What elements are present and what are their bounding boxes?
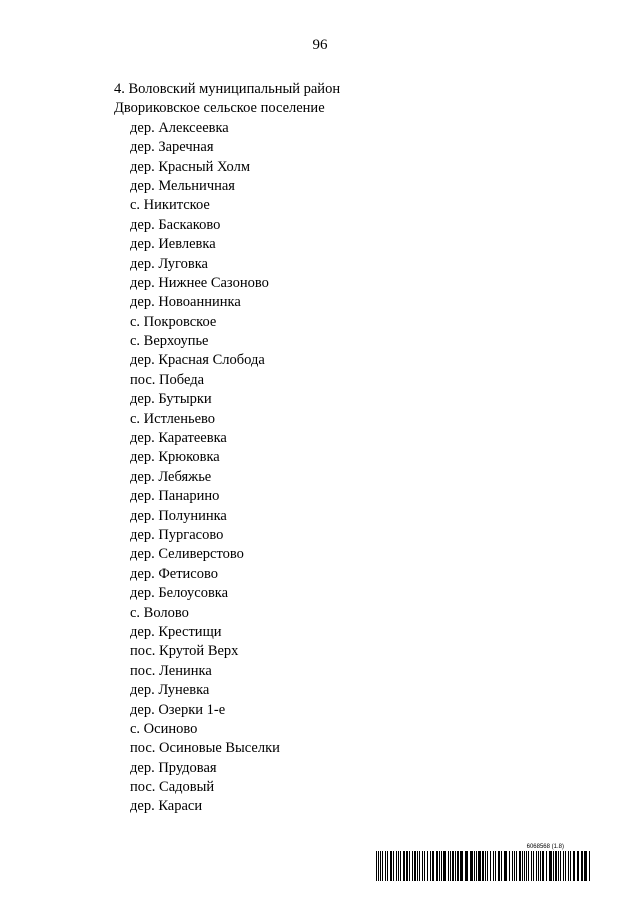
barcode-bar (509, 851, 510, 881)
settlement-list (114, 119, 594, 817)
list-item: дер. Панарино (130, 488, 220, 505)
barcode-bar (422, 851, 423, 881)
barcode-bar (495, 851, 496, 881)
list-item: пос. Крутой Верх (130, 643, 239, 660)
list-item: дер. Нижнее Сазоново (130, 274, 269, 291)
barcode-bar (555, 851, 557, 881)
list-item: дер. Селиверстово (130, 546, 244, 563)
barcode-bar (427, 851, 428, 881)
barcode-bar (546, 851, 547, 881)
list-item: дер. Белоусовка (130, 585, 229, 602)
barcode-bar (563, 851, 564, 881)
barcode-bar (570, 851, 571, 881)
barcode-bar (460, 851, 463, 881)
barcode-bar (387, 851, 388, 881)
barcode-bar (516, 851, 517, 881)
list-item: дер. Мельничная (130, 177, 235, 194)
barcode-bar (490, 851, 491, 881)
barcode-bar (526, 851, 527, 881)
district-heading: 4. Воловский муниципальный район (114, 81, 341, 97)
list-item: с. Волово (130, 604, 189, 621)
list-item: дер. Караси (130, 798, 203, 815)
barcode-bar (512, 851, 513, 881)
barcode-bar (536, 851, 537, 881)
list-item: дер. Полунинка (130, 507, 227, 524)
list-item: дер. Луговка (130, 255, 208, 272)
list-item: с. Осиново (130, 720, 198, 737)
barcode-bar (553, 851, 554, 881)
list-item: дер. Прудовая (130, 759, 217, 776)
barcode-bar (398, 851, 399, 881)
barcode-bar (470, 851, 473, 881)
barcode-bar (443, 851, 446, 881)
barcode-bar (406, 851, 408, 881)
barcode-bar (430, 851, 431, 881)
list-item: с. Верхоупье (130, 333, 209, 350)
list-item: дер. Лебяжье (130, 468, 212, 485)
barcode-bar (457, 851, 459, 881)
barcode-bar (417, 851, 418, 881)
barcode-bar (542, 851, 544, 881)
list-item: пос. Садовый (130, 779, 215, 796)
barcode-bar (577, 851, 579, 881)
barcode-bar (581, 851, 583, 881)
document-body (114, 80, 594, 817)
list-item: дер. Заречная (130, 139, 214, 156)
barcode-bar (376, 851, 377, 881)
list-item: дер. Алексеевка (130, 119, 229, 136)
barcode-bar (455, 851, 456, 881)
barcode-bar (412, 851, 413, 881)
barcode-bar (501, 851, 502, 881)
barcode-bar (573, 851, 575, 881)
barcode-bar (409, 851, 410, 881)
list-item: с. Никитское (130, 197, 210, 214)
list-item: дер. Новоаннинка (130, 294, 241, 311)
barcode-bar (450, 851, 451, 881)
barcode-bar (448, 851, 449, 881)
barcode-bar (441, 851, 442, 881)
barcode-bar (568, 851, 569, 881)
barcode-bar (400, 851, 401, 881)
list-item: дер. Каратеевка (130, 430, 227, 447)
list-item: пос. Ленинка (130, 662, 212, 679)
barcode-bar (485, 851, 486, 881)
barcode-bar (528, 851, 529, 881)
barcode-bar (474, 851, 475, 881)
barcode-bar (565, 851, 566, 881)
barcode-label: 6068568 (1.8) (526, 844, 564, 850)
barcode-bar (584, 851, 587, 881)
barcode-bar (498, 851, 500, 881)
barcode-bar (519, 851, 521, 881)
list-item: дер. Крюковка (130, 449, 220, 466)
list-item: дер. Бутырки (130, 391, 212, 408)
page-number: 96 (312, 37, 328, 53)
barcode-bar (452, 851, 454, 881)
barcode-bar (533, 851, 534, 881)
barcode-bar (522, 851, 523, 881)
list-item: дер. Красный Холм (130, 158, 251, 175)
list-item: дер. Красная Слобода (130, 352, 265, 369)
barcode-bar (385, 851, 386, 881)
list-item: пос. Победа (130, 371, 205, 388)
barcode-bar (549, 851, 552, 881)
barcode-bar (493, 851, 494, 881)
barcode-bar (589, 851, 590, 881)
barcode-bar (531, 851, 532, 881)
barcode-bar (436, 851, 438, 881)
barcode-bar (514, 851, 515, 881)
barcode-bar (487, 851, 488, 881)
barcode-bar (524, 851, 525, 881)
barcode-bar (560, 851, 561, 881)
barcode-bar (396, 851, 397, 881)
barcode-icon (376, 851, 590, 881)
barcode-bar (419, 851, 420, 881)
barcode-bar (390, 851, 392, 881)
barcode-bar (558, 851, 559, 881)
barcode-bar (403, 851, 405, 881)
list-item: с. Истленьево (130, 410, 216, 427)
list-item: с. Покровское (130, 313, 217, 330)
barcode-bar (382, 851, 383, 881)
list-item: дер. Фетисово (130, 565, 218, 582)
list-item: дер. Луневка (130, 682, 210, 699)
list-item: дер. Баскаково (130, 216, 221, 233)
barcode-bar (414, 851, 416, 881)
barcode-bar (478, 851, 481, 881)
barcode-bar (465, 851, 468, 881)
list-item: дер. Крестищи (130, 623, 222, 640)
barcode-bar (380, 851, 381, 881)
barcode-block (376, 844, 590, 881)
barcode-bar (482, 851, 484, 881)
list-item: дер. Пургасово (130, 526, 224, 543)
settlement-heading: Двориковское сельское поселение (114, 100, 325, 117)
barcode-bar (424, 851, 425, 881)
barcode-bar (504, 851, 507, 881)
barcode-bar (432, 851, 434, 881)
list-item: дер. Иевлевка (130, 236, 216, 253)
list-item: дер. Озерки 1-е (130, 701, 226, 718)
barcode-bar (439, 851, 440, 881)
barcode-bar (540, 851, 541, 881)
barcode-bar (538, 851, 539, 881)
barcode-bar (378, 851, 379, 881)
barcode-bar (393, 851, 394, 881)
list-item: пос. Осиновые Выселки (130, 740, 280, 757)
barcode-bar (476, 851, 477, 881)
